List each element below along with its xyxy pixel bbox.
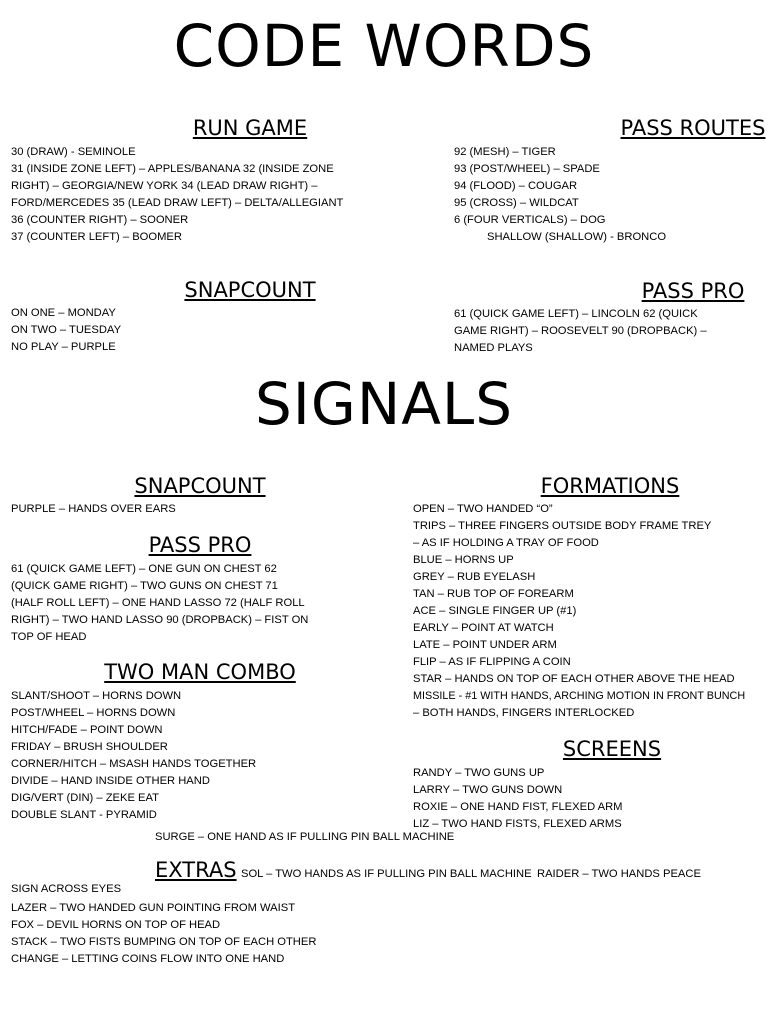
screens-heading: SCREENS [562,737,662,761]
formations-line: TRIPS – THREE FINGERS OUTSIDE BODY FRAME TREY [413,520,712,532]
formations-list [413,501,745,722]
two-man-combo-heading: TWO MAN COMBO [104,660,296,684]
two-man-combo-line: SLANT/SHOOT – HORNS DOWN [11,690,182,702]
code-pass-pro-heading: PASS PRO [641,279,745,303]
code-words-title: CODE WORDS [173,12,595,80]
formations-line: GREY – RUB EYELASH [413,571,536,583]
extras-line: STACK – TWO FISTS BUMPING ON TOP OF EACH OTHER [11,936,317,948]
two-man-combo-line: DOUBLE SLANT - PYRAMID [11,809,157,821]
code-snapcount-line: NO PLAY – PURPLE [11,341,116,353]
extras-line: LAZER – TWO HANDED GUN POINTING FROM WAIST [11,902,296,914]
two-man-combo-line: FRIDAY – BRUSH SHOULDER [11,741,168,753]
code-pass-pro-line: GAME RIGHT) – ROOSEVELT 90 (DROPBACK) – [454,325,707,337]
pass-routes-heading: PASS ROUTES [620,116,766,140]
extras-line: CHANGE – LETTING COINS FLOW INTO ONE HAND [11,953,285,965]
two-man-combo-line: POST/WHEEL – HORNS DOWN [11,707,176,719]
formations-line: MISSILE - #1 WITH HANDS, ARCHING MOTION IN FRONT BUNCH [413,690,746,702]
code-snapcount-line: ON ONE – MONDAY [11,307,116,319]
sol-line: SOL – TWO HANDS AS IF PULLING PIN BALL MACHINE [241,868,532,880]
screens-line: LIZ – TWO HAND FISTS, FLEXED ARMS [413,818,622,830]
code-pass-pro-line: 61 (QUICK GAME LEFT) – LINCOLN 62 (QUICK [454,308,698,320]
formations-line: EARLY – POINT AT WATCH [413,622,554,634]
signals-pass-pro-line: (HALF ROLL LEFT) – ONE HAND LASSO 72 (HALF ROLL [11,597,305,609]
two-man-combo-line: HITCH/FADE – POINT DOWN [11,724,163,736]
pass-routes-line: SHALLOW (SHALLOW) - BRONCO [487,231,667,243]
signals-pass-pro-line: RIGHT) – TWO HAND LASSO 90 (DROPBACK) – FIST ON [11,614,309,626]
two-man-combo-line: DIVIDE – HAND INSIDE OTHER HAND [11,775,210,787]
raider-line: RAIDER – TWO HANDS PEACE [537,868,701,880]
run-game-line: FORD/MERCEDES 35 (LEAD DRAW LEFT) – DELTA/ALLEGIANT [11,197,344,209]
run-game-line: 30 (DRAW) - SEMINOLE [11,146,136,158]
surge-line: SURGE – ONE HAND AS IF PULLING PIN BALL MACHINE [155,831,455,843]
run-game-line: RIGHT) – GEORGIA/NEW YORK 34 (LEAD DRAW RIGHT) – [11,180,318,192]
extras-heading-row [155,858,532,882]
formations-line: – AS IF HOLDING A TRAY OF FOOD [413,537,599,549]
formations-line: – BOTH HANDS, FINGERS INTERLOCKED [413,707,635,719]
run-game-line: 37 (COUNTER LEFT) – BOOMER [11,231,182,243]
formations-line: BLUE – HORNS UP [413,554,514,566]
formations-line: ACE – SINGLE FINGER UP (#1) [413,605,577,617]
formations-line: FLIP – AS IF FLIPPING A COIN [413,656,571,668]
two-man-combo-line: DIG/VERT (DIN) – ZEKE EAT [11,792,159,804]
pass-routes-line: 95 (CROSS) – WILDCAT [454,197,579,209]
signals-pass-pro-list [11,561,308,646]
run-game-line: 36 (COUNTER RIGHT) – SOONER [11,214,189,226]
extras-line: SIGN ACROSS EYES [11,883,122,895]
code-snapcount-line: ON TWO – TUESDAY [11,324,122,336]
code-snapcount-heading: SNAPCOUNT [184,278,316,302]
screens-list [413,765,623,833]
screens-line: LARRY – TWO GUNS DOWN [413,784,563,796]
pass-routes-line: 6 (FOUR VERTICALS) – DOG [454,214,606,226]
extras-heading: EXTRAS [155,858,237,882]
screens-line: ROXIE – ONE HAND FIST, FLEXED ARM [413,801,623,813]
signals-snapcount-heading: SNAPCOUNT [134,474,266,498]
formations-line: STAR – HANDS ON TOP OF EACH OTHER ABOVE THE HEAD [413,673,735,685]
signals-pass-pro-heading: PASS PRO [148,533,252,557]
formations-line: TAN – RUB TOP OF FOREARM [413,588,574,600]
run-game-heading: RUN GAME [192,116,308,140]
two-man-combo-list [11,688,256,824]
formations-heading: FORMATIONS [540,474,680,498]
pass-routes-line: 94 (FLOOD) – COUGAR [454,180,578,192]
signals-title: SIGNALS [254,370,514,438]
pass-routes-line: 93 (POST/WHEEL) – SPADE [454,163,600,175]
extras-list [11,881,316,968]
pass-routes-line: 92 (MESH) – TIGER [454,146,556,158]
run-game-line: 31 (INSIDE ZONE LEFT) – APPLES/BANANA 32 (INSIDE ZONE [11,163,334,175]
code-pass-pro-list [454,306,707,357]
signals-snapcount-line: PURPLE – HANDS OVER EARS [11,503,176,515]
signals-snapcount-list [11,501,176,518]
run-game-list [11,144,343,246]
signals-pass-pro-line: 61 (QUICK GAME LEFT) – ONE GUN ON CHEST 62 [11,563,277,575]
code-snapcount-list [11,305,121,356]
formations-line: LATE – POINT UNDER ARM [413,639,557,651]
two-man-combo-line: CORNER/HITCH – MSASH HANDS TOGETHER [11,758,257,770]
signals-pass-pro-line: TOP OF HEAD [11,631,87,643]
signals-pass-pro-line: (QUICK GAME RIGHT) – TWO GUNS ON CHEST 71 [11,580,278,592]
extras-line: FOX – DEVIL HORNS ON TOP OF HEAD [11,919,221,931]
pass-routes-list [454,144,666,246]
code-pass-pro-line: NAMED PLAYS [454,342,533,354]
screens-line: RANDY – TWO GUNS UP [413,767,545,779]
formations-line: OPEN – TWO HANDED “O” [413,503,553,515]
